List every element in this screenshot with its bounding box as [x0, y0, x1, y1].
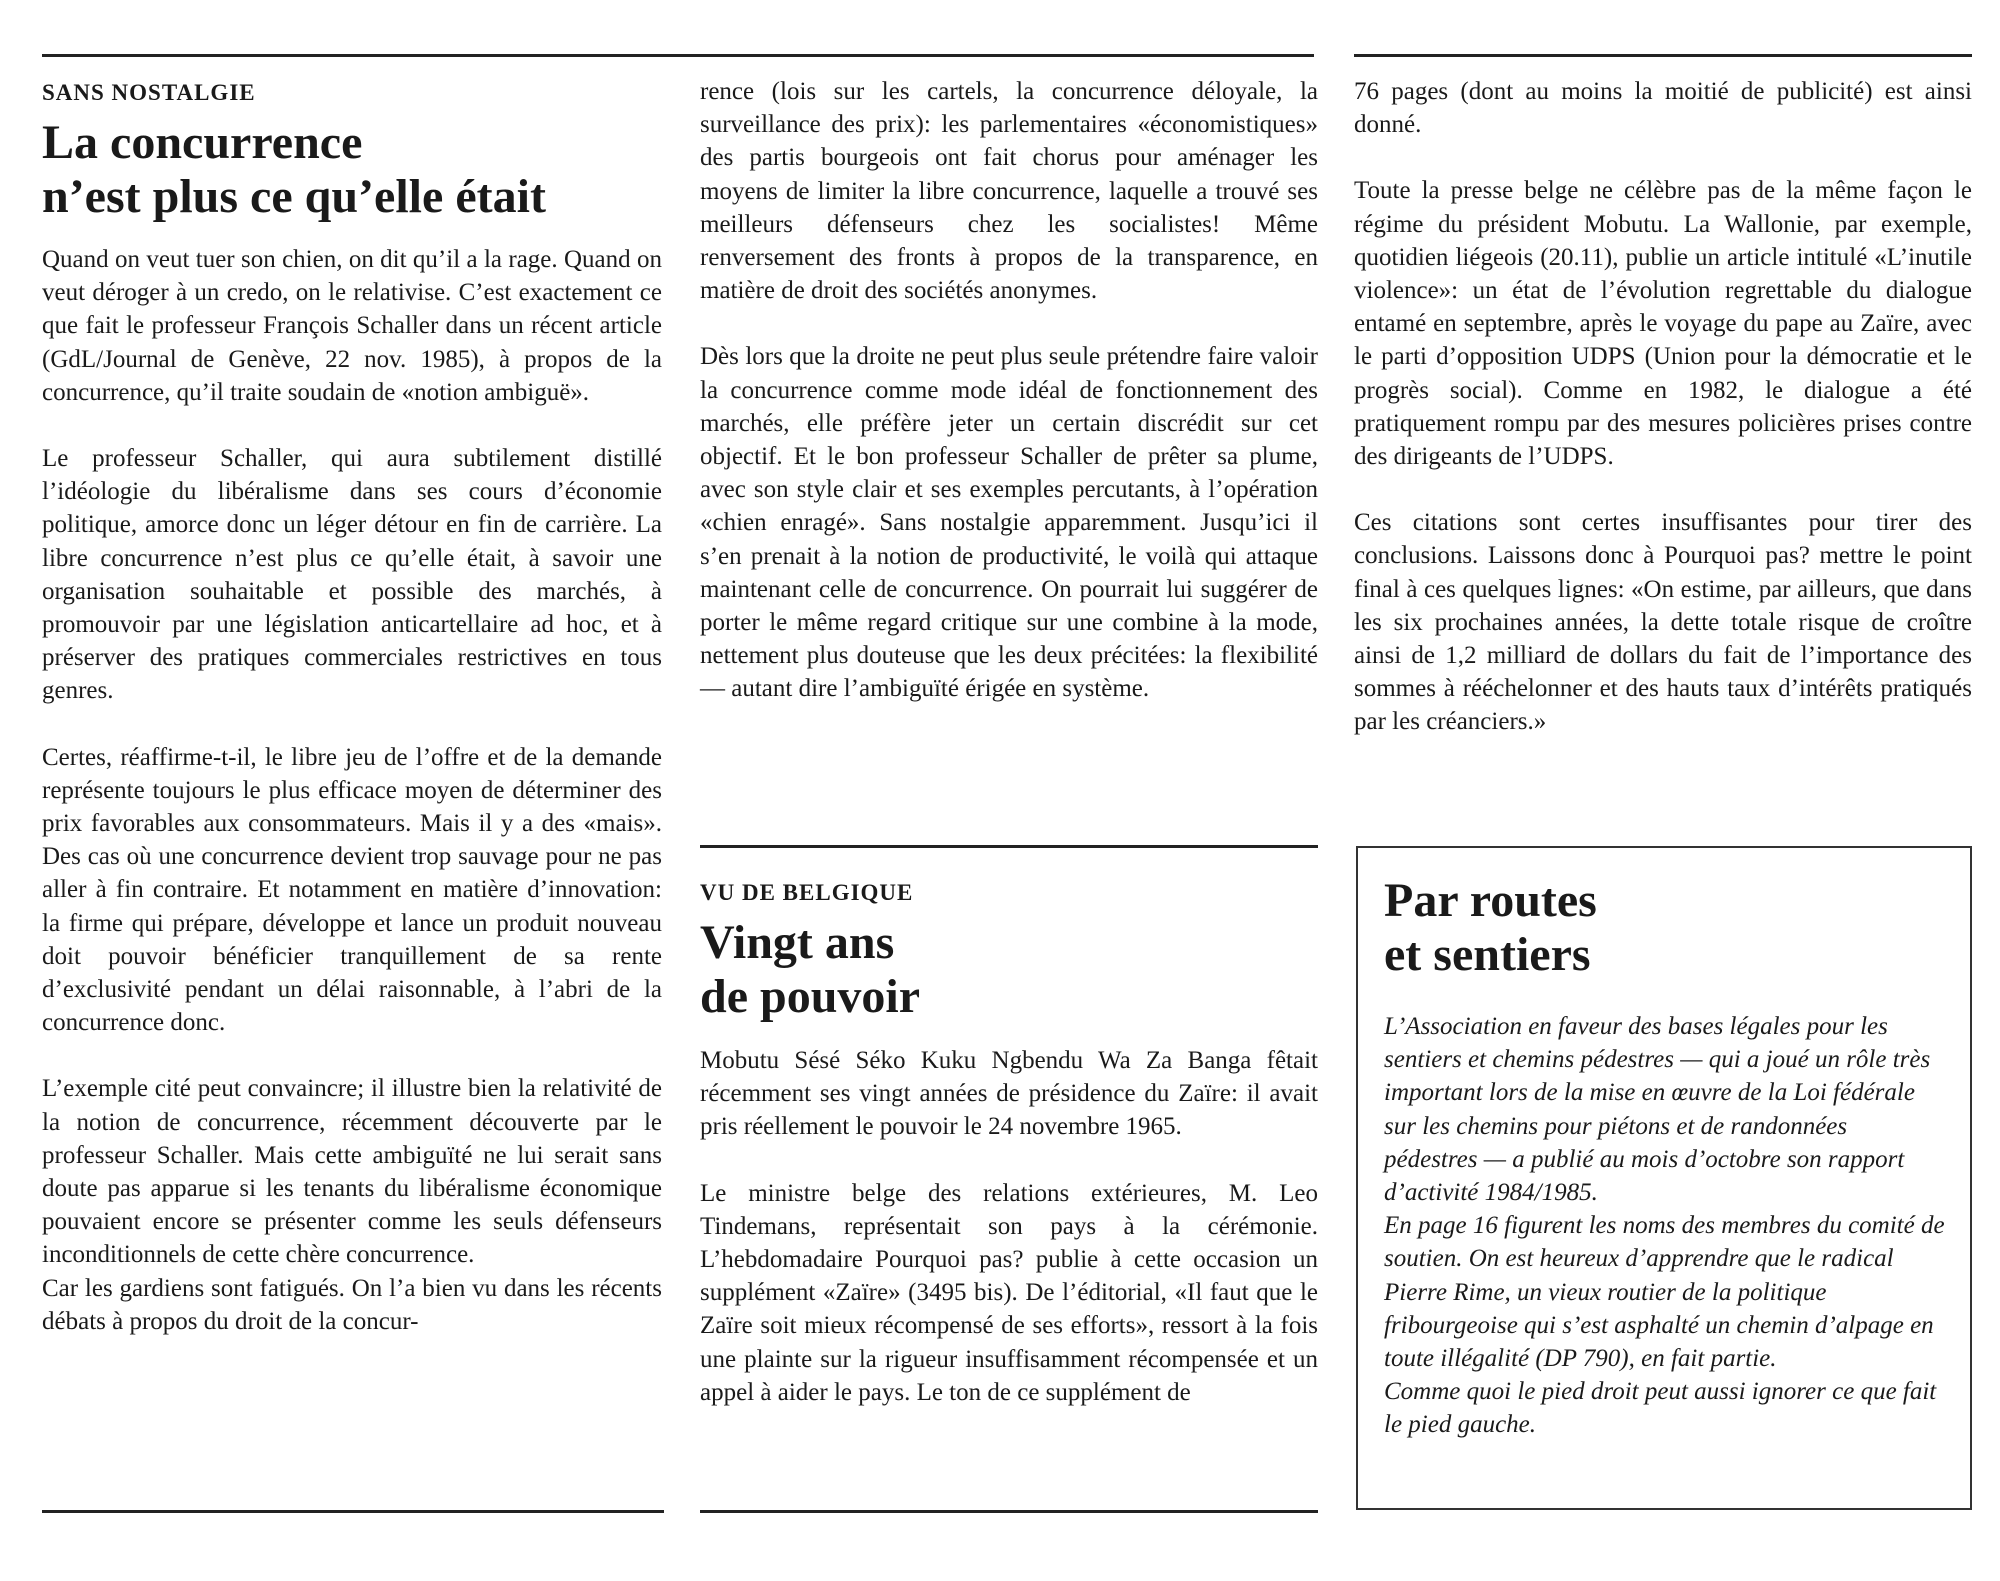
box-paragraph-3: Comme quoi le pied droit peut aussi ignorer ce que fait le pied gauche. [1384, 1378, 1937, 1439]
article2-paragraph-1: Mobutu Sésé Séko Kuku Ngbendu Wa Za Banga fêtait récemment ses vingt années de présidence du Zaïre: il avait pris réellement le pouvoir le 24 novembre 1965. [700, 1047, 1318, 1141]
article1-paragraph-5: Car les gardiens sont fatigués. On l’a bien vu dans les récents débats à propos du droit de la concur- [42, 1274, 662, 1335]
article2-body-col3 [1354, 75, 1972, 739]
article-divider-col2 [700, 845, 1318, 848]
article1-headline-line2: n’est plus ce qu’elle était [42, 170, 546, 223]
box-body [1384, 1010, 1946, 1442]
sidebar-box [1356, 846, 1972, 1510]
article1-body-col2 [700, 75, 1318, 706]
article1-paragraph-1: Quand on veut tuer son chien, on dit qu’il a la rage. Quand on veut déroger à un credo, on le relativise. C’est exactement ce que fait le professeur François Schaller dans un récent article (GdL/Journal de Genève, 22 nov. 1985), à propos de la concurrence, qu’il traite soudain de «notion ambiguë». [42, 246, 662, 406]
box-paragraph-2: En page 16 figurent les noms des membres du comité de soutien. On est heureux d’apprendre que le radical Pierre Rime, un vieux routier de la politique fribourgeoise qui s’est asphalté un chemin d’alpage en toute illégalité (DP 790), en fait partie. [1384, 1212, 1945, 1373]
top-rule-right [1354, 54, 1972, 57]
article1-headline-line1: La concurrence [42, 116, 363, 169]
article1-paragraph-7: Dès lors que la droite ne peut plus seule prétendre faire valoir la concurrence comme mode idéal de fonctionnement des marchés, elle préfère jeter un certain discrédit sur cet objectif. Et le bon professeur Schaller de prêter sa plume, avec son style clair et ses exemples percutants, à l’opération «chien enragé». Sans nostalgie apparemment. Jusqu’ici il s’en prenait à la notion de productivité, le voilà qui attaque maintenant celle de concurrence. On pourrait lui suggérer de porter le même regard critique sur une combine à la mode, nettement plus douteuse que les deux précitées: la flexibilité — autant dire l’ambiguïté érigée en système. [700, 343, 1318, 703]
article2-paragraph-2: Le ministre belge des relations extérieures, M. Leo Tindemans, représentait son pays à la cérémonie. L’hebdomadaire Pourquoi pas? publie à cette occasion un supplément «Zaïre» (3495 bis). De l’éditorial, «Il faut que le Zaïre soit mieux récompensé de ses efforts», ressort à la fois une plainte sur la rigueur insuffisamment récompensée et un appel à aider le pays. Le ton de ce supplément de [700, 1179, 1318, 1406]
box-paragraph-1: L’Association en faveur des bases légales pour les sentiers et chemins pédestres — qui a joué un rôle très important lors de la mise en œuvre de la Loi fédérale sur les chemins pour piétons et de randonnées pédestres — a publié au mois d’octobre son rapport d’activité 1984/1985. [1384, 1013, 1931, 1207]
article2-headline [700, 916, 1300, 1024]
article1-paragraph-3: Certes, réaffirme-t-il, le libre jeu de l’offre et de la demande représente toujours le plus efficace moyen de déterminer des prix favorables aux consommateurs. Mais il y a des «mais». Des cas où une concurrence devient trop sauvage pour ne pas aller à fin contraire. Et notamment en matière d’innovation: la firme qui prépare, développe et lance un produit nouveau doit pouvoir bénéficier tranquillement de sa rente d’exclusivité pendant un délai raisonnable, à l’abri de la concurrence donc. [42, 743, 662, 1037]
top-rule-left [42, 54, 1314, 57]
article2-headline-line2: de pouvoir [700, 970, 921, 1023]
article2-paragraph-4: Toute la presse belge ne célèbre pas de la même façon le régime du président Mobutu. La Wallonie, par exemple, quotidien liégeois (20.11), publie un article intitulé «L’inutile violence»: un état de l’évolution regrettable du dialogue entamé en septembre, après le voyage du pape au Zaïre, avec le parti d’opposition UDPS (Union pour la démocratie et le progrès social). Comme en 1982, le dialogue a été pratiquement rompu par des mesures policières prises contre des dirigeants de l’UDPS. [1354, 177, 1972, 471]
article2-kicker: VU DE BELGIQUE [700, 880, 914, 905]
article2-headline-line1: Vingt ans [700, 916, 895, 969]
box-headline-line2: et sentiers [1384, 928, 1591, 981]
article1-paragraph-6: rence (lois sur les cartels, la concurrence déloyale, la surveillance des prix): les parlementaires «économistiques» des partis bourgeois ont fait chorus pour aménager les moyens de limiter la libre concurrence, laquelle a trouvé ses meilleurs défenseurs chez les socialistes! Même renversement des fronts à propos de la transparence, en matière de droit des sociétés anonymes. [700, 78, 1318, 305]
article1-kicker: SANS NOSTALGIE [42, 80, 256, 105]
article2-paragraph-3: 76 pages (dont au moins la moitié de publicité) est ainsi donné. [1354, 78, 1972, 139]
box-headline [1384, 874, 1944, 982]
article1-paragraph-2: Le professeur Schaller, qui aura subtilement distillé l’idéologie du libéralisme dans ses cours d’économie politique, amorce donc un léger détour en fin de carrière. La libre concurrence n’est plus ce qu’elle était, à savoir une organisation souhaitable et possible des marchés, à promouvoir par une législation anticartellaire ad hoc, et à préserver des pratiques commerciales restrictives en tous genres. [42, 445, 662, 705]
article1-body-col1 [42, 243, 662, 1338]
article2-paragraph-5: Ces citations sont certes insuffisantes pour tirer des conclusions. Laissons donc à Pourquoi pas? mettre le point final à ces quelques lignes: «On estime, par ailleurs, que dans les six prochaines années, la dette totale risque de croître ainsi de 1,2 milliard de dollars du fait de l’importance des sommes à rééchelonner et des hauts taux d’intérêts pratiqués par les créanciers.» [1354, 509, 1972, 736]
article2-body-col2 [700, 1044, 1318, 1409]
article1-headline [42, 116, 682, 224]
bottom-rule-col2 [700, 1510, 1318, 1513]
box-headline-line1: Par routes [1384, 874, 1597, 927]
bottom-rule-col1 [42, 1510, 664, 1513]
article1-paragraph-4: L’exemple cité peut convaincre; il illustre bien la relativité de la notion de concurrence, récemment découverte par le professeur Schaller. Mais cette ambiguïté ne lui serait sans doute pas apparue si les tenants du libéralisme économique pouvaient encore se présenter comme les seuls défenseurs inconditionnels de cette chère concurrence. [42, 1075, 662, 1269]
